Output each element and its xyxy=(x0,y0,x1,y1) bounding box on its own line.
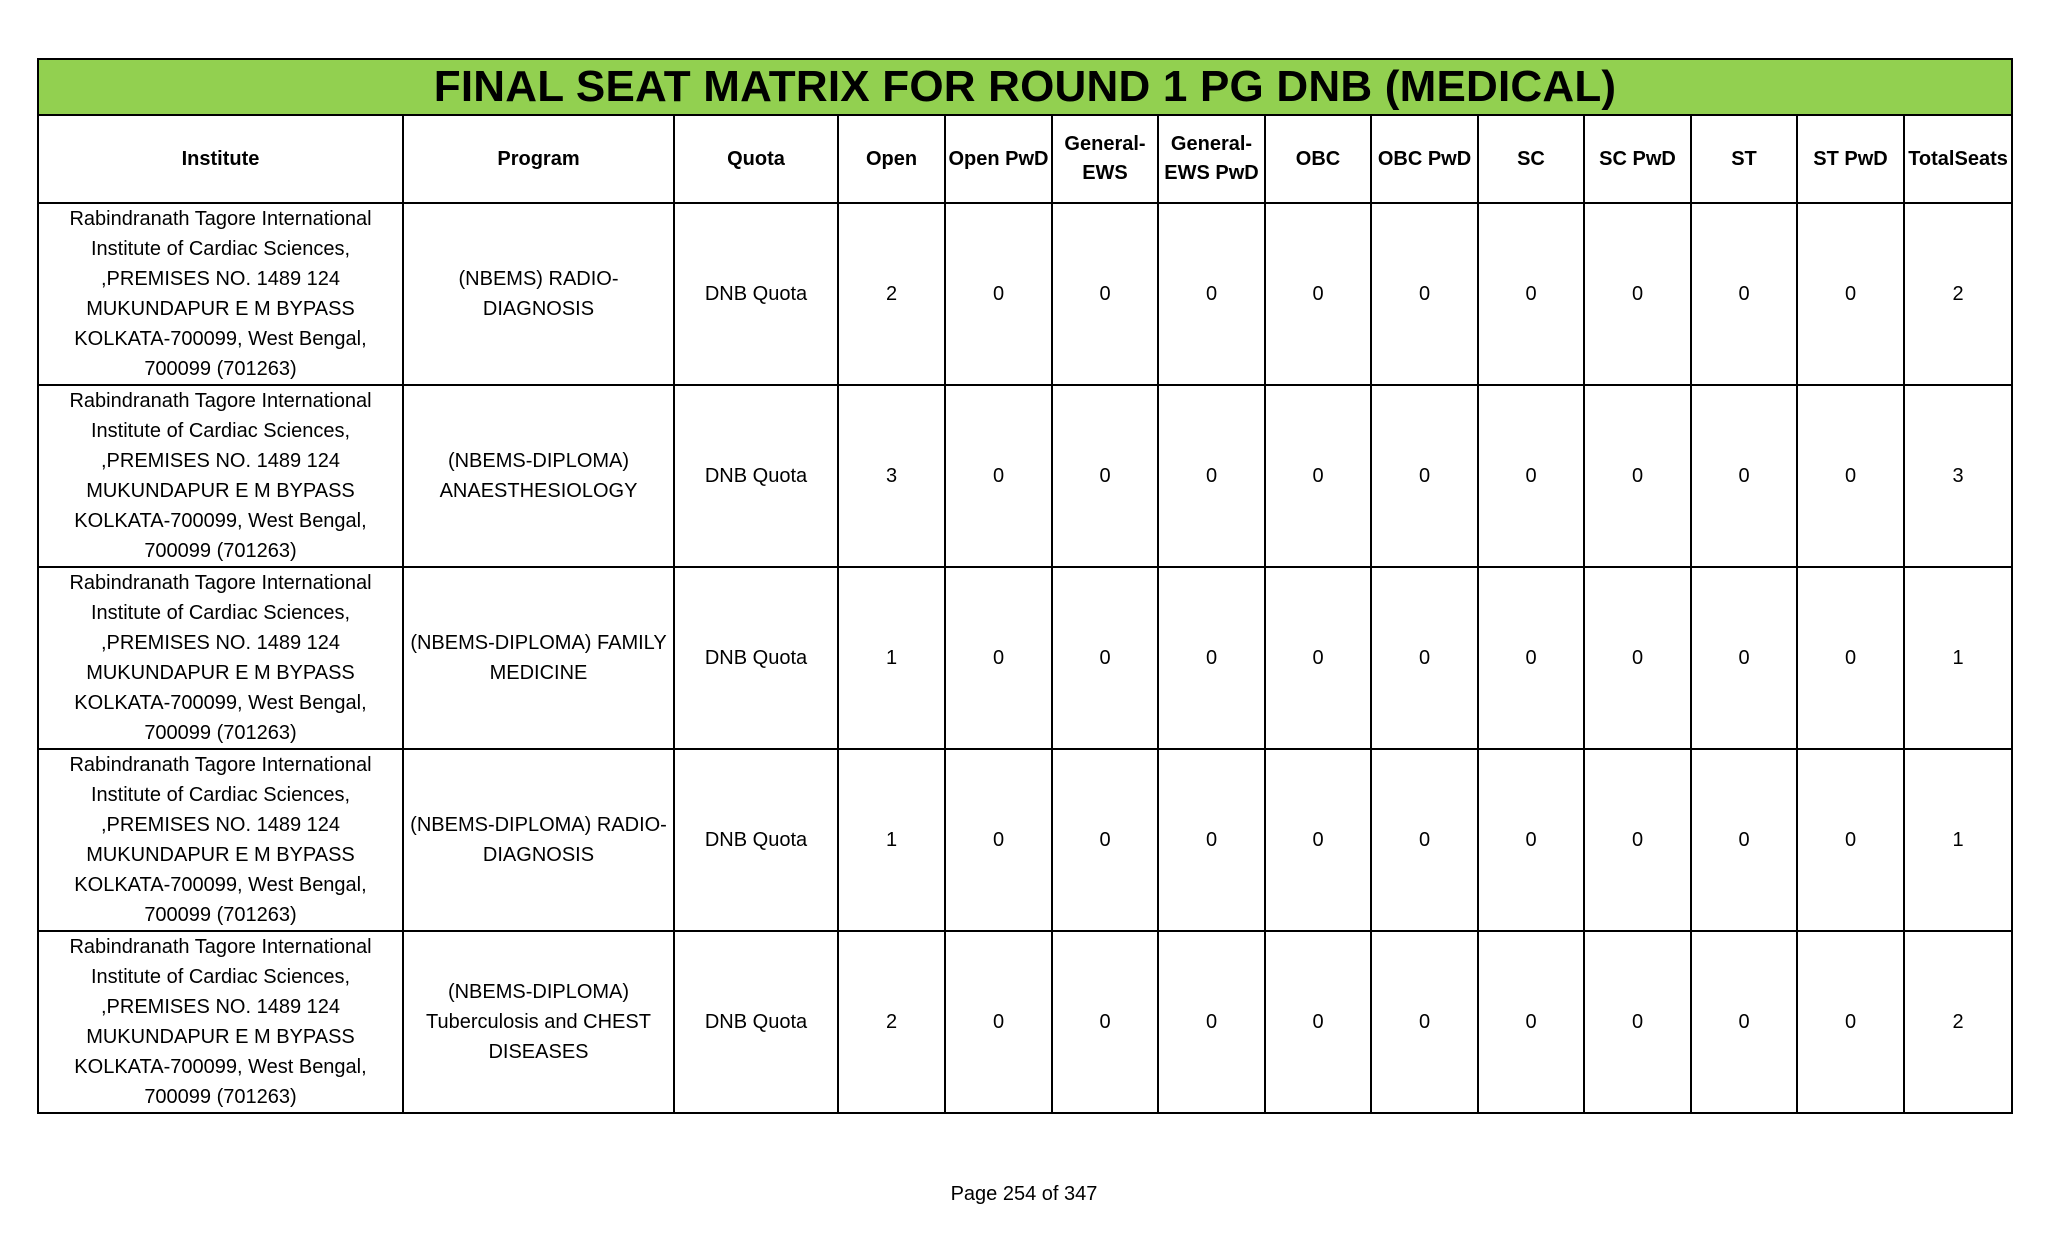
st-cell: 0 xyxy=(1691,385,1797,567)
obc-cell: 0 xyxy=(1265,385,1371,567)
table-row xyxy=(38,385,2012,567)
obc-cell: 0 xyxy=(1265,203,1371,385)
total-seats-cell: 3 xyxy=(1904,385,2012,567)
column-header-sc-pwd: SC PwD xyxy=(1584,115,1691,203)
open-pwd-cell: 0 xyxy=(945,385,1052,567)
general-ews-cell: 0 xyxy=(1052,385,1158,567)
institute-cell: Rabindranath Tagore International Institute of Cardiac Sciences, ,PREMISES NO. 1489 124 MUKUNDAPUR E M BYPASS KOLKATA-700099, West Bengal, 700099 (701263) xyxy=(38,567,403,749)
program-cell: (NBEMS-DIPLOMA) ANAESTHESIOLOGY xyxy=(403,385,674,567)
general-ews-cell: 0 xyxy=(1052,203,1158,385)
column-header-general-ews: General-EWS xyxy=(1052,115,1158,203)
total-seats-cell: 2 xyxy=(1904,203,2012,385)
obc-pwd-cell: 0 xyxy=(1371,203,1478,385)
open-cell: 1 xyxy=(838,567,945,749)
sc-cell: 0 xyxy=(1478,567,1584,749)
sc-cell: 0 xyxy=(1478,385,1584,567)
general-ews-pwd-cell: 0 xyxy=(1158,385,1265,567)
table-row xyxy=(38,931,2012,1113)
table-row xyxy=(38,567,2012,749)
table-row xyxy=(38,203,2012,385)
total-seats-cell: 2 xyxy=(1904,931,2012,1113)
column-header-open: Open xyxy=(838,115,945,203)
st-cell: 0 xyxy=(1691,567,1797,749)
general-ews-pwd-cell: 0 xyxy=(1158,567,1265,749)
total-seats-cell: 1 xyxy=(1904,749,2012,931)
quota-cell: DNB Quota xyxy=(674,203,838,385)
st-cell: 0 xyxy=(1691,931,1797,1113)
header-row xyxy=(38,115,2012,203)
column-header-institute: Institute xyxy=(38,115,403,203)
column-header-st-pwd: ST PwD xyxy=(1797,115,1904,203)
obc-pwd-cell: 0 xyxy=(1371,749,1478,931)
obc-pwd-cell: 0 xyxy=(1371,385,1478,567)
open-cell: 2 xyxy=(838,931,945,1113)
obc-pwd-cell: 0 xyxy=(1371,931,1478,1113)
column-header-total-seats: TotalSeats xyxy=(1904,115,2012,203)
quota-cell: DNB Quota xyxy=(674,749,838,931)
column-header-open-pwd: Open PwD xyxy=(945,115,1052,203)
quota-cell: DNB Quota xyxy=(674,385,838,567)
column-header-obc-pwd: OBC PwD xyxy=(1371,115,1478,203)
sc-pwd-cell: 0 xyxy=(1584,567,1691,749)
open-pwd-cell: 0 xyxy=(945,931,1052,1113)
page-number: Page 254 of 347 xyxy=(950,1183,1098,1205)
institute-cell: Rabindranath Tagore International Institute of Cardiac Sciences, ,PREMISES NO. 1489 124 MUKUNDAPUR E M BYPASS KOLKATA-700099, West Bengal, 700099 (701263) xyxy=(38,203,403,385)
column-header-st: ST xyxy=(1691,115,1797,203)
st-pwd-cell: 0 xyxy=(1797,385,1904,567)
page-title: FINAL SEAT MATRIX FOR ROUND 1 PG DNB (MEDICAL) xyxy=(38,59,2012,115)
obc-cell: 0 xyxy=(1265,931,1371,1113)
general-ews-cell: 0 xyxy=(1052,931,1158,1113)
general-ews-cell: 0 xyxy=(1052,567,1158,749)
open-cell: 1 xyxy=(838,749,945,931)
table-row xyxy=(38,749,2012,931)
general-ews-pwd-cell: 0 xyxy=(1158,749,1265,931)
sc-cell: 0 xyxy=(1478,203,1584,385)
sc-pwd-cell: 0 xyxy=(1584,749,1691,931)
seat-matrix-table xyxy=(37,58,2013,1114)
general-ews-cell: 0 xyxy=(1052,749,1158,931)
general-ews-pwd-cell: 0 xyxy=(1158,203,1265,385)
institute-cell: Rabindranath Tagore International Institute of Cardiac Sciences, ,PREMISES NO. 1489 124 MUKUNDAPUR E M BYPASS KOLKATA-700099, West Bengal, 700099 (701263) xyxy=(38,749,403,931)
program-cell: (NBEMS) RADIO-DIAGNOSIS xyxy=(403,203,674,385)
quota-cell: DNB Quota xyxy=(674,931,838,1113)
st-cell: 0 xyxy=(1691,749,1797,931)
st-pwd-cell: 0 xyxy=(1797,931,1904,1113)
st-pwd-cell: 0 xyxy=(1797,749,1904,931)
column-header-quota: Quota xyxy=(674,115,838,203)
institute-cell: Rabindranath Tagore International Institute of Cardiac Sciences, ,PREMISES NO. 1489 124 MUKUNDAPUR E M BYPASS KOLKATA-700099, West Bengal, 700099 (701263) xyxy=(38,385,403,567)
total-seats-cell: 1 xyxy=(1904,567,2012,749)
sc-pwd-cell: 0 xyxy=(1584,203,1691,385)
open-pwd-cell: 0 xyxy=(945,567,1052,749)
sc-pwd-cell: 0 xyxy=(1584,931,1691,1113)
st-cell: 0 xyxy=(1691,203,1797,385)
open-pwd-cell: 0 xyxy=(945,749,1052,931)
sc-cell: 0 xyxy=(1478,931,1584,1113)
column-header-sc: SC xyxy=(1478,115,1584,203)
column-header-obc: OBC xyxy=(1265,115,1371,203)
quota-cell: DNB Quota xyxy=(674,567,838,749)
column-header-general-ews-pwd: General-EWS PwD xyxy=(1158,115,1265,203)
column-header-program: Program xyxy=(403,115,674,203)
program-cell: (NBEMS-DIPLOMA) Tuberculosis and CHEST DISEASES xyxy=(403,931,674,1113)
obc-pwd-cell: 0 xyxy=(1371,567,1478,749)
title-row xyxy=(38,59,2012,115)
open-pwd-cell: 0 xyxy=(945,203,1052,385)
sc-cell: 0 xyxy=(1478,749,1584,931)
obc-cell: 0 xyxy=(1265,567,1371,749)
sc-pwd-cell: 0 xyxy=(1584,385,1691,567)
institute-cell: Rabindranath Tagore International Institute of Cardiac Sciences, ,PREMISES NO. 1489 124 MUKUNDAPUR E M BYPASS KOLKATA-700099, West Bengal, 700099 (701263) xyxy=(38,931,403,1113)
st-pwd-cell: 0 xyxy=(1797,567,1904,749)
general-ews-pwd-cell: 0 xyxy=(1158,931,1265,1113)
program-cell: (NBEMS-DIPLOMA) FAMILY MEDICINE xyxy=(403,567,674,749)
open-cell: 3 xyxy=(838,385,945,567)
obc-cell: 0 xyxy=(1265,749,1371,931)
program-cell: (NBEMS-DIPLOMA) RADIO-DIAGNOSIS xyxy=(403,749,674,931)
open-cell: 2 xyxy=(838,203,945,385)
st-pwd-cell: 0 xyxy=(1797,203,1904,385)
